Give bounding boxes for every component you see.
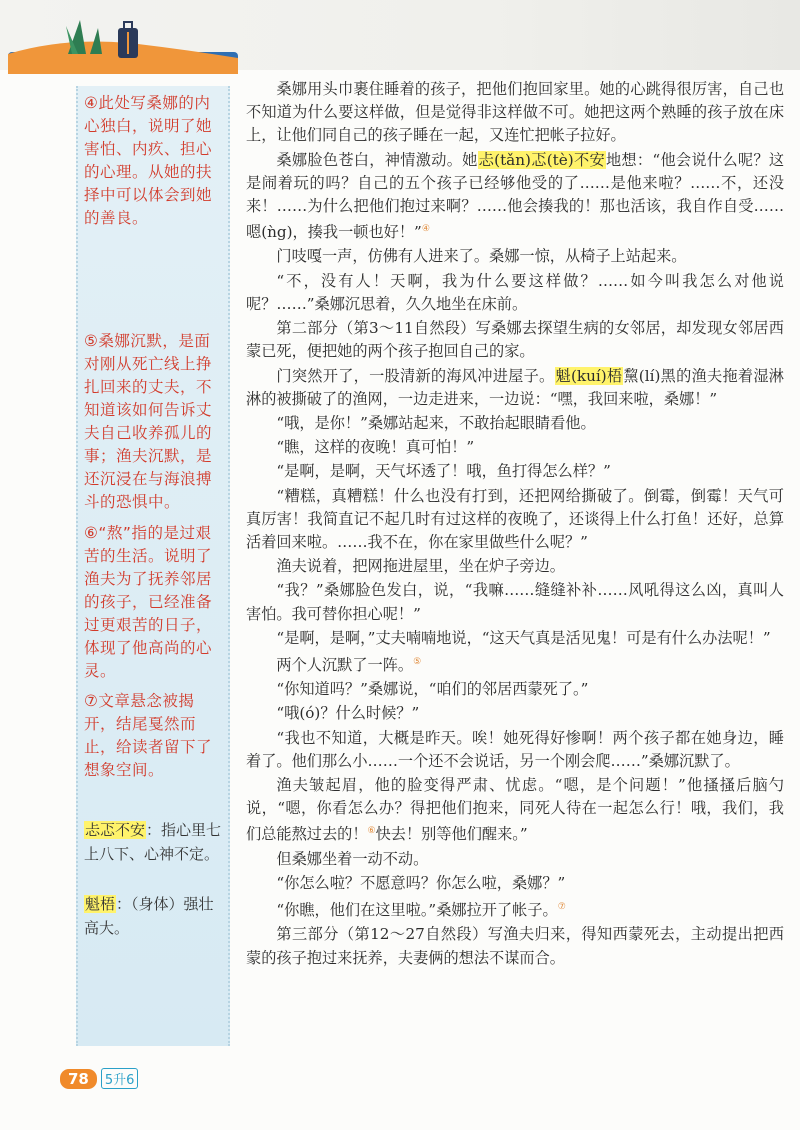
page-number: 78	[60, 1069, 97, 1089]
main-text	[246, 78, 784, 970]
text-run: 地想：“他会说什么呢？这是闹着玩的吗？自己的五个孩子已经够他受的了……是他来啦？……不，还没来！……为什么把他们抱过来啊？……他会揍我的！那也活该，我自作自受……嗯(ǹg)，揍我一顿也好！”	[246, 150, 785, 242]
paragraph: “是啊，是啊，天气坏透了！哦，鱼打得怎么样？”	[276, 462, 611, 481]
paragraph: 渔夫说着，把网拖进屋里，坐在炉子旁边。	[276, 557, 565, 576]
paragraph: 门吱嘎一声，仿佛有人进来了。桑娜一惊，从椅子上站起来。	[276, 247, 687, 266]
glossary-entry-2	[84, 892, 224, 940]
paragraph	[246, 651, 784, 677]
page-footer	[60, 1068, 138, 1089]
text-run: 桑娜脸色苍白，神情激动。她	[276, 150, 478, 169]
annotation-note-7: ⑦文章悬念被揭开，结尾戛然而止，给读者留下了想象空间。	[84, 692, 213, 779]
annotation-note-4: ④此处写桑娜的内心独白，说明了她害怕、内疚、担心的心理。从她的扶择中可以体会到她的善良。	[84, 94, 213, 227]
paragraph: “是啊，是啊，”丈夫喃喃地说，“这天气真是活见鬼！可是有什么办法呢！”	[276, 628, 771, 647]
paragraph	[246, 774, 784, 847]
highlighted-term: 魁(kuí)梧	[555, 366, 623, 385]
paragraph: “你怎么啦？不愿意吗？你怎么啦，桑娜？”	[276, 873, 566, 892]
paragraph: “瞧，这样的夜晚！真可怕！”	[276, 438, 475, 457]
paragraph: “哦(ó)？什么时候？”	[276, 704, 420, 723]
note-marker: ⑦	[557, 902, 566, 913]
paragraph	[246, 365, 784, 411]
paragraph: 但桑娜坐着一动不动。	[276, 849, 429, 868]
annotation-note-6: ⑥“熬”指的是过艰苦的生活。说明了渔夫为了抚养邻居的孩子，已经准备过更艰苦的日子，体现了他高尚的心灵。	[84, 524, 213, 680]
glossary-entry-1	[84, 818, 224, 866]
section-summary: 第二部分（第3～11自然段）写桑娜去探望生病的女邻居，却发现女邻居西蒙已死，便把她的两个孩子抱回自己的家。	[246, 319, 784, 361]
glossary-definition: ：指心里七上八下、心神不定。	[84, 821, 222, 863]
paragraph: “不，没有人！天啊，我为什么要这样做？……如今叫我怎么对他说呢？……”桑娜沉思着，久久地坐在床前。	[246, 271, 784, 313]
note-marker: ④	[421, 224, 430, 235]
note-marker: ⑥	[367, 826, 376, 837]
grade-badge: 5升6	[101, 1068, 139, 1089]
paragraph: “糟糕，真糟糕！什么也没有打到，还把网给撕破了。倒霉，倒霉！天气可真厉害！我简直记不起几时有过这样的夜晚了，还谈得上什么打鱼！还好，总算活着回来啦。……我不在，你在家里做些什么呢？”	[246, 486, 784, 551]
glossary-term: 魁梧	[85, 895, 116, 913]
paragraph: “哦，是你！”桑娜站起来，不敢抬起眼睛看他。	[276, 413, 596, 432]
text-run: “你瞧，他们在这里啦。”桑娜拉开了帐子。	[276, 901, 558, 920]
paragraph: 桑娜用头巾裹住睡着的孩子，把他们抱回家里。她的心跳得很厉害，自己也不知道为什么要这样做，但是觉得非这样做不可。她把这两个熟睡的孩子放在床上，让他们同自己的孩子睡在一起，又连忙把帐子拉好。	[246, 80, 784, 145]
paragraph: “我也不知道，大概是昨天。唉！她死得好惨啊！两个孩子都在她身边，睡着了。他们那么小……一个还不会说话，另一个刚会爬……”桑娜沉默了。	[246, 728, 784, 770]
section-summary: 第三部分（第12～27自然段）写渔夫归来，得知西蒙死去，主动提出把西蒙的孩子抱过来抚养，夫妻俩的想法不谋而合。	[246, 925, 784, 967]
text-run: 快去！别等他们醒来。”	[375, 825, 528, 844]
highlighted-term: 忐(tǎn)忑(tè)不安	[478, 150, 605, 169]
paragraph	[246, 149, 784, 245]
text-run: 渔夫皱起眉，他的脸变得严肃、忧虑。“嗯，是个问题！”他搔搔后脑勺说，“嗯，你看怎么办？得把他们抱来，同死人待在一起怎么行！哦，我们，我们总能熬过去的！	[246, 776, 784, 844]
annotation-note-5: ⑤桑娜沉默，是面对刚从死亡线上挣扎回来的丈夫，不知道该如何告诉丈夫自己收养孤儿的事；渔夫沉默，是还沉浸在与海浪搏斗的恐惧中。	[84, 332, 213, 511]
glossary-term: 忐忑不安	[85, 821, 146, 839]
paragraph: “我？”桑娜脸色发白，说，“我嘛……缝缝补补……风吼得这么凶，真叫人害怕。我可替你担心呢！”	[246, 581, 784, 623]
glossary-definition: ：（身体）强壮高大。	[84, 895, 214, 937]
text-run: 黧(lí)黑的渔夫拖着湿淋淋的被撕破了的渔网，一边走进来，一边说：“嘿，我回来啦，桑娜！”	[246, 366, 784, 408]
paragraph	[246, 896, 784, 922]
paragraph: “你知道吗？”桑娜说，“咱们的邻居西蒙死了。”	[276, 680, 589, 699]
header-illustration	[8, 14, 238, 74]
note-marker: ⑤	[413, 656, 422, 667]
text-run: 门突然开了，一股清新的海风冲进屋子。	[276, 366, 555, 385]
text-run: 两个人沉默了一阵。	[276, 656, 414, 674]
